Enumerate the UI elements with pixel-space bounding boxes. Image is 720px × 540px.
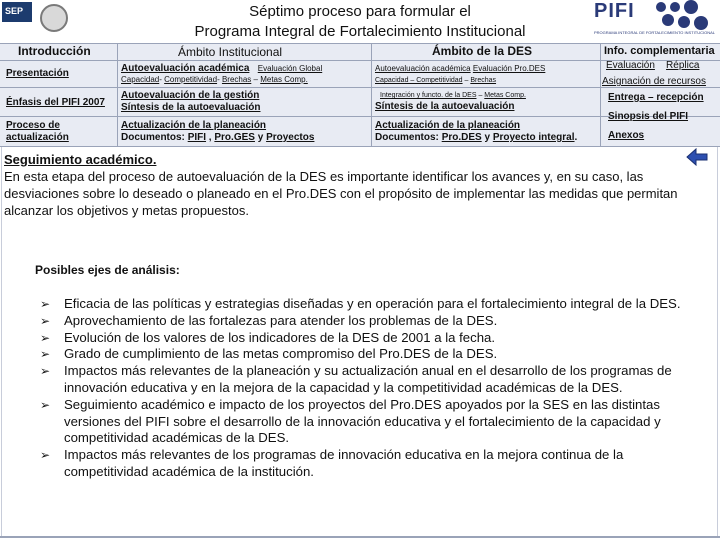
list-item-text: Eficacia de las políticas y estrategias diseñadas y en operación para el fortalecimiento integral de la DES.: [64, 296, 681, 311]
link-inst-proges[interactable]: Pro.GES: [214, 132, 255, 143]
arrow-bullet-icon: ➢: [40, 313, 51, 328]
sep-logo: [2, 2, 72, 40]
content-border-bottom: [0, 536, 720, 538]
list-item: [40, 363, 710, 397]
pifi-dot-icon: [670, 2, 680, 12]
title-line-2: Programa Integral de Fortalecimiento Institucional: [194, 23, 526, 40]
arrow-bullet-icon: ➢: [40, 347, 51, 362]
navigation-grid: [0, 43, 720, 147]
list-item-text: Aprovechamiento de las fortalezas para atender los problemas de la DES.: [64, 312, 498, 328]
pifi-dot-icon: [678, 16, 690, 28]
info-row-1: [606, 60, 699, 72]
list-item: [40, 330, 710, 347]
inst-row-1: [121, 63, 322, 75]
arrow-bullet-icon: ➢: [40, 448, 51, 463]
ejes-title: Posibles ejes de análisis:: [35, 263, 180, 277]
arrow-bullet-icon: ➢: [40, 297, 51, 311]
list-item-text: Impactos más relevantes de los programas de innovación educativa en la mejora continua de la competitividad académica de la institución.: [64, 447, 624, 479]
inst-documentos-label: Documentos:: [121, 132, 185, 143]
pifi-dot-icon: [656, 2, 666, 12]
link-des-brechas[interactable]: Brechas: [470, 77, 497, 84]
link-des-evaluacion-prodes[interactable]: Evaluación Pro.DES: [472, 64, 546, 73]
content-border-right: [717, 147, 718, 538]
ejes-list: [40, 296, 710, 481]
list-item: [40, 346, 710, 363]
link-inst-autoevaluacion-gestion[interactable]: Autoevaluación de la gestión: [121, 90, 260, 101]
link-des-actualizacion[interactable]: Actualización de la planeación: [375, 120, 521, 131]
back-arrow-icon[interactable]: [686, 148, 708, 166]
link-proceso-actualizacion[interactable]: Proceso de actualización: [6, 120, 69, 143]
des-row-3: Integración y functo. de la DES – Metas Comp.: [380, 92, 526, 99]
link-info-evaluacion[interactable]: Evaluación: [606, 60, 655, 71]
link-inst-proyectos[interactable]: Proyectos: [266, 132, 315, 143]
header-ambito-institucional: Ámbito Institucional: [178, 45, 283, 59]
list-item: [40, 447, 710, 481]
page-title: [120, 2, 600, 42]
link-info-sinopsis[interactable]: Sinopsis del PIFI: [608, 111, 689, 122]
pifi-dot-icon: [684, 0, 698, 14]
link-inst-capacidad[interactable]: Capacidad: [121, 75, 160, 84]
link-des-prodes[interactable]: Pro.DES: [441, 132, 482, 143]
grid-line: [117, 43, 118, 147]
list-item: [40, 397, 710, 447]
grid-line: [600, 43, 601, 147]
des-row-2: Capacidad – Competitividad – Brechas: [375, 77, 497, 84]
mexico-seal-icon: [40, 4, 68, 32]
link-inst-metas[interactable]: Metas Comp.: [260, 75, 308, 84]
pifi-dot-icon: [694, 16, 708, 30]
arrow-bullet-icon: ➢: [40, 397, 51, 412]
link-info-replica[interactable]: Réplica: [666, 60, 700, 71]
pifi-dot-icon: [662, 14, 674, 26]
title-line-1: Séptimo proceso para formular el: [249, 3, 471, 20]
pifi-logo-text: PIFI: [594, 0, 635, 22]
section-paragraph: En esta etapa del proceso de autoevaluación de la DES es importante identificar los avances y, en su caso, las desviaciones sobre lo deseado o planeado en el Pro.DES con el propósito de implementar las medidas que permitan alcanzar los objetivos y metas propuestos.: [4, 169, 678, 218]
arrow-bullet-icon: ➢: [40, 364, 51, 379]
grid-line: [0, 146, 720, 147]
grid-line: [0, 43, 720, 44]
link-info-entrega[interactable]: Entrega – recepción: [608, 92, 704, 103]
des-documentos-label: Documentos:: [375, 132, 439, 143]
list-item-text: Impactos más relevantes de la planeación y su actualización anual en el desarrollo de los programas de innovación educativa y en la mejora de la capacidad y la competitividad académicas de la DES.: [64, 363, 672, 395]
list-item-text: Seguimiento académico e impacto de los proyectos del Pro.DES apoyados por la SES en las distintas versiones del PIFI sobre el desarrollo de la innovación educativa y el fortalecimiento de la capacidad y competitividad académicas de la DES.: [64, 396, 661, 446]
header-ambito-des: Ámbito de la DES: [432, 44, 533, 58]
arrow-bullet-icon: ➢: [40, 330, 51, 345]
header: [0, 0, 720, 45]
header-info-complementaria: Info. complementaria: [604, 45, 715, 57]
list-item-text: Grado de cumplimiento de las metas compromiso del Pro.DES de la DES.: [64, 346, 498, 362]
link-inst-pifi[interactable]: PIFI: [187, 132, 207, 143]
link-inst-evaluacion-global[interactable]: Evaluación Global: [257, 64, 323, 73]
grid-line: [371, 43, 372, 147]
link-des-metas[interactable]: Metas Comp.: [484, 92, 526, 99]
content-border-left: [1, 147, 2, 538]
des-row-1: [375, 64, 545, 74]
link-presentacion[interactable]: Presentación: [6, 68, 69, 79]
inst-documentos-row: Documentos: PIFI , Pro.GES y Proyectos: [121, 132, 315, 143]
link-info-asignacion[interactable]: Asignación de recursos: [602, 76, 706, 87]
link-inst-competitividad[interactable]: Competitividad: [164, 75, 218, 84]
des-documentos-row: Documentos: Pro.DES y Proyecto integral.: [375, 132, 578, 143]
link-des-autoevaluacion[interactable]: Autoevaluación académica: [375, 64, 471, 73]
link-inst-brechas[interactable]: Brechas: [221, 75, 252, 84]
header-introduccion: Introducción: [18, 44, 91, 58]
link-inst-actualizacion[interactable]: Actualización de la planeación: [121, 120, 267, 131]
list-item-text: Evolución de los valores de los indicadores de la DES de 2001 a la fecha.: [64, 329, 496, 345]
list-item: [40, 313, 710, 330]
link-inst-sintesis[interactable]: Síntesis de la autoevaluación: [121, 102, 261, 113]
link-des-sintesis[interactable]: Síntesis de la autoevaluación: [375, 101, 515, 112]
pifi-logo-subtitle: PROGRAMA INTEGRAL DE FORTALECIMIENTO INSTITUCIONAL: [594, 30, 715, 35]
sep-logo-text: SEP: [2, 2, 32, 22]
link-des-integracion[interactable]: Integración y functo. de la DES: [380, 92, 477, 99]
link-inst-autoevaluacion[interactable]: Autoevaluación académica: [121, 63, 250, 74]
list-item: [40, 296, 710, 313]
link-des-proyecto-integral[interactable]: Proyecto integral: [492, 132, 575, 143]
link-des-capacidad-competitividad[interactable]: Capacidad – Competitividad: [375, 77, 463, 84]
link-info-anexos[interactable]: Anexos: [608, 130, 645, 141]
pifi-logo: [594, 0, 716, 44]
section-title: Seguimiento académico.: [4, 152, 157, 167]
inst-row-2: Capacidad- Competitividad- Brechas – Metas Comp.: [121, 75, 308, 84]
link-enfasis-pifi[interactable]: Énfasis del PIFI 2007: [6, 97, 105, 108]
